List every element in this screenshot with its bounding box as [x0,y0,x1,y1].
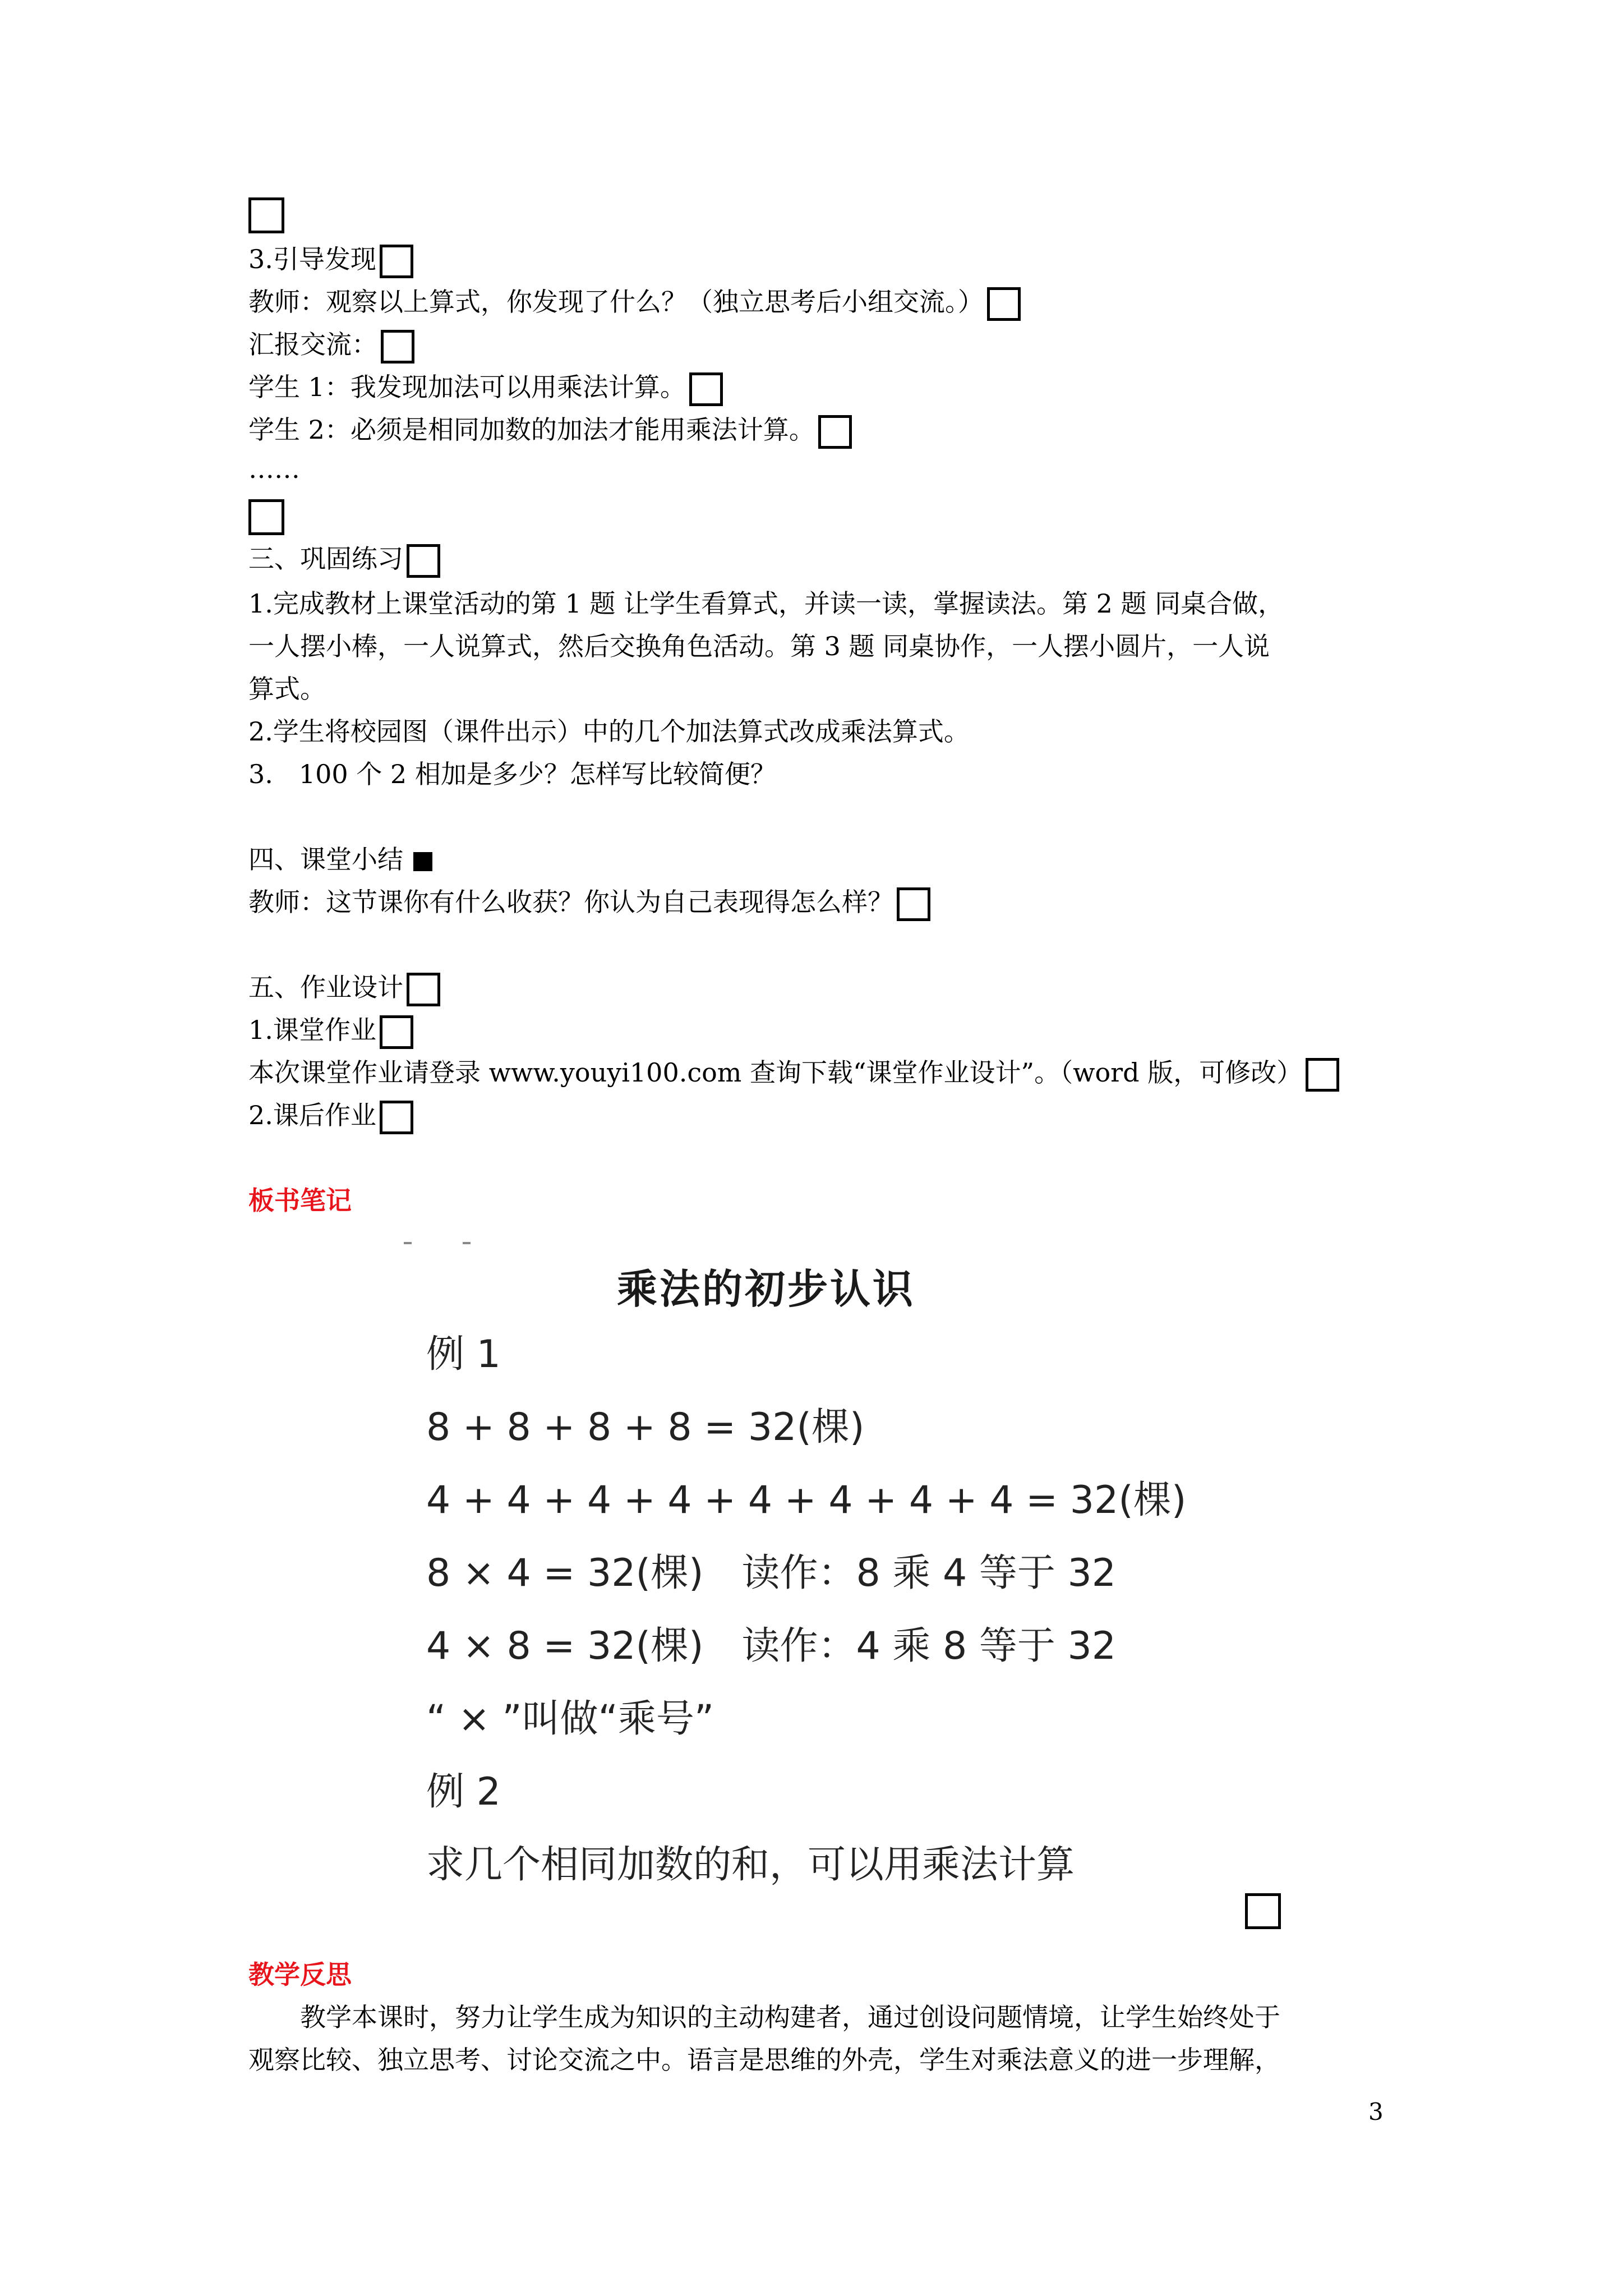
checkbox-empty [248,499,284,535]
text-line [248,1056,1339,1092]
board-equation-3: 8 × 4 = 32(棵) 读作：8 乘 4 等于 32 [426,1551,1117,1595]
checkbox-empty [897,887,930,921]
checkbox-empty [380,1015,413,1049]
homework-class-label: 1.课堂作业 [248,1015,376,1045]
scan-mark [404,1242,412,1244]
text-line [248,843,432,876]
text-line [248,629,1270,663]
text-line [248,242,413,278]
checkbox-empty [689,372,723,406]
text-line [248,413,852,449]
homework-class-detail: 本次课堂作业请登录 www.youyi100.com 查询下载“课堂作业设计”。（word 版，可修改） [248,1057,1303,1088]
checkbox-empty [380,245,413,278]
ellipsis-text: …… [248,454,300,484]
section4-heading: 四、课堂小结 [248,844,403,875]
reflection-heading: 教学反思 [248,1959,352,1990]
guide-discover-text: 3.引导发现 [248,244,376,274]
student2-text: 学生 2：必须是相同加数的加法才能用乘法计算。 [248,415,815,445]
filled-square-icon [413,852,432,871]
report-text: 汇报交流： [248,329,377,360]
board-equation-4: 4 × 8 = 32(棵) 读作：4 乘 8 等于 32 [426,1624,1117,1668]
homework-after-label: 2.课后作业 [248,1100,376,1130]
checkbox-empty [381,330,414,364]
practice-p3: 3. 100 个 2 相加是多少？怎样写比较简便？ [248,759,776,789]
checkbox-empty [818,415,852,449]
checkbox-empty [407,544,440,578]
text-line [248,970,440,1006]
scan-mark [463,1242,471,1244]
text-line [248,452,300,486]
page-number: 3 [1368,2098,1384,2125]
board-title: 乘法的初步认识 [617,1266,916,1313]
board-example2: 例 2 [426,1770,501,1814]
board-conclusion: 求几个相同加数的和，可以用乘法计算 [426,1843,1075,1887]
text-line [248,1098,413,1134]
reflection-line-2: 观察比较、独立思考、讨论交流之中。语言是思维的外壳，学生对乘法意义的进一步理解， [248,2045,1280,2075]
section3-heading: 三、巩固练习 [248,544,403,574]
practice-p1-line3: 算式。 [248,674,326,704]
text-line [248,1013,413,1049]
text-line [248,542,440,578]
text-line [248,672,326,706]
text-line [248,885,930,921]
practice-p1-line1: 1.完成教材上课堂活动的第 1 题 让学生看算式，并读一读，掌握读法。第 2 题 同桌合做， [248,588,1284,619]
checkbox-empty [380,1101,413,1134]
student1-text: 学生 1：我发现加法可以用乘法计算。 [248,372,686,402]
practice-p2: 2.学生将校园图（课件出示）中的几个加法算式改成乘法算式。 [248,716,970,747]
text-line [248,757,776,791]
board-example1: 例 1 [426,1332,501,1377]
text-line [248,328,414,364]
checkbox-empty [248,197,284,233]
text-line [248,370,723,406]
board-notes-heading: 板书笔记 [248,1185,352,1216]
blackboard-notes-image [393,1234,1234,1918]
reflection-line-1: 教学本课时，努力让学生成为知识的主动构建者，通过创设问题情境，让学生始终处于 [300,2002,1280,2032]
checkbox-empty [407,973,440,1006]
practice-p1-line2: 一人摆小棒，一人说算式，然后交换角色活动。第 3 题 同桌协作，一人摆小圆片，一人说 [248,631,1270,661]
board-equation-1: 8 + 8 + 8 + 8 = 32(棵) [426,1405,865,1450]
text-line [248,715,970,748]
text-line [248,587,1284,620]
checkbox-empty [987,287,1021,321]
teacher-summary-text: 教师：这节课你有什么收获？你认为自己表现得怎么样？ [248,887,893,917]
section5-heading: 五、作业设计 [248,972,403,1002]
board-equation-2: 4 + 4 + 4 + 4 + 4 + 4 + 4 + 4 = 32(棵) [426,1478,1187,1522]
teacher-observe-text: 教师：观察以上算式，你发现了什么？（独立思考后小组交流。） [248,287,984,317]
checkbox-empty [1306,1058,1339,1092]
checkbox-empty [1245,1893,1281,1929]
text-line [248,285,1021,321]
board-multiplication-sign: “ × ”叫做“乘号” [426,1697,714,1741]
